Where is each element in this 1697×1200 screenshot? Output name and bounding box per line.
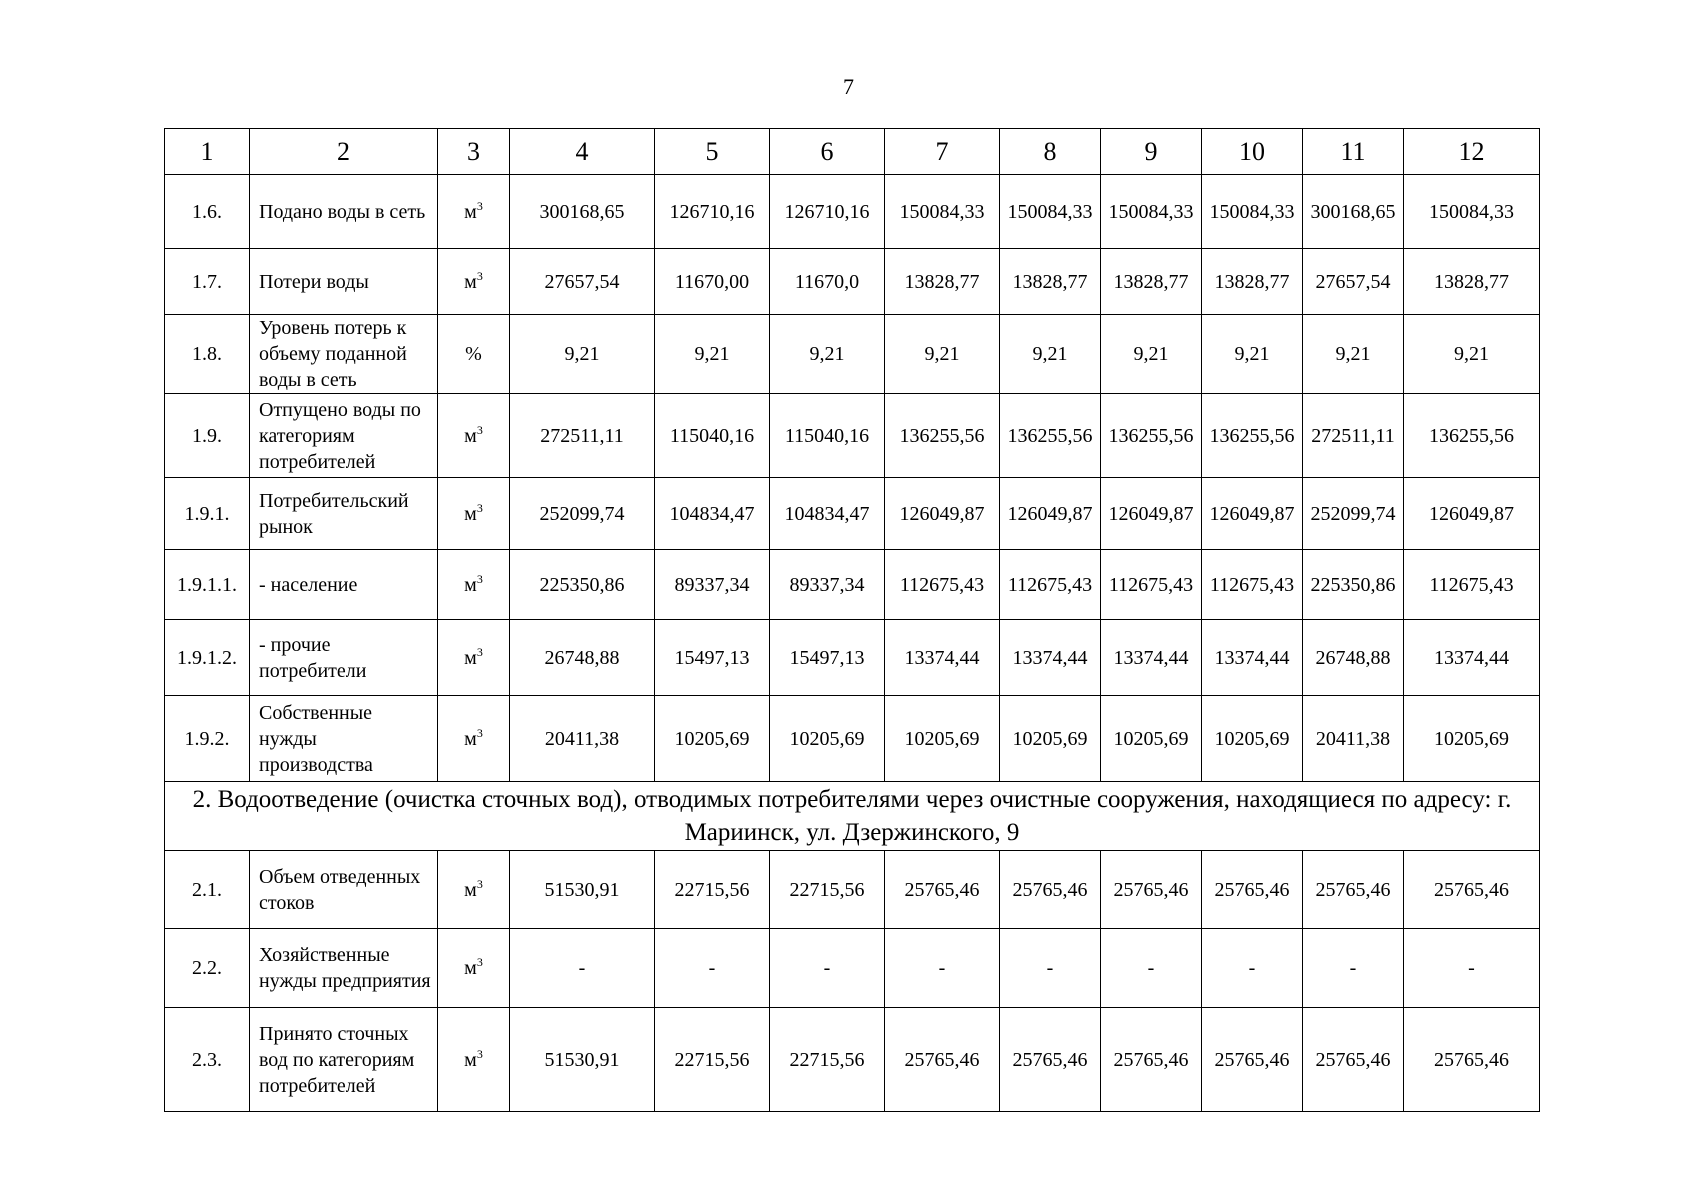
row-value: 10205,69 [1101,696,1202,782]
row-value: 150084,33 [885,175,1000,249]
row-unit: $м^3$ [438,851,510,929]
row-value: 104834,47 [655,478,770,550]
row-value: 252099,74 [510,478,655,550]
row-value: 11670,00 [655,249,770,315]
row-value: 25765,46 [1202,851,1303,929]
row-value: 25765,46 [1404,851,1540,929]
page-number: 7 [843,74,854,99]
row-value: 13828,77 [1101,249,1202,315]
row-value: 272511,11 [510,394,655,478]
column-number: 1 [165,129,250,175]
row-value: 272511,11 [1303,394,1404,478]
row-value: 9,21 [770,315,885,394]
column-number: 11 [1303,129,1404,175]
row-value: 112675,43 [1101,550,1202,620]
row-number: 1.9.1.2. [165,620,250,696]
row-indicator-name: Собственные нужды производства [250,696,438,782]
row-unit: $м^3$ [438,175,510,249]
row-value: - [1404,929,1540,1008]
column-number: 8 [1000,129,1101,175]
table-row [165,851,1540,929]
column-number: 6 [770,129,885,175]
row-number: 1.9.2. [165,696,250,782]
row-value: 20411,38 [510,696,655,782]
row-value: 13374,44 [885,620,1000,696]
row-value: 26748,88 [510,620,655,696]
row-value: 136255,56 [1000,394,1101,478]
row-number: 1.9.1.1. [165,550,250,620]
row-value: 25765,46 [1303,1008,1404,1112]
row-indicator-name: Принято сточных вод по категориям потребителей [250,1008,438,1112]
row-value: 13828,77 [1202,249,1303,315]
row-value: 104834,47 [770,478,885,550]
column-number: 10 [1202,129,1303,175]
row-value: 25765,46 [1000,1008,1101,1112]
row-value: 26748,88 [1303,620,1404,696]
row-value: 136255,56 [1404,394,1540,478]
row-value: 225350,86 [1303,550,1404,620]
row-value: 126710,16 [770,175,885,249]
row-value: 51530,91 [510,1008,655,1112]
data-table [164,128,1540,1112]
table-row [165,175,1540,249]
row-value: 9,21 [1202,315,1303,394]
row-number: 2.2. [165,929,250,1008]
row-value: 150084,33 [1101,175,1202,249]
table-row [165,929,1540,1008]
row-unit: $м^3$ [438,929,510,1008]
row-value: 112675,43 [1000,550,1101,620]
row-value: 13374,44 [1202,620,1303,696]
row-value: 25765,46 [1101,1008,1202,1112]
row-value: 15497,13 [770,620,885,696]
row-value: - [885,929,1000,1008]
column-number: 9 [1101,129,1202,175]
row-value: 25765,46 [1404,1008,1540,1112]
row-value: 22715,56 [655,1008,770,1112]
row-indicator-name: Уровень потерь к объему поданной воды в сеть [250,315,438,394]
row-value: 9,21 [1101,315,1202,394]
row-value: 25765,46 [1101,851,1202,929]
row-value: 126049,87 [1404,478,1540,550]
row-value: 25765,46 [885,851,1000,929]
row-value: 22715,56 [770,851,885,929]
row-value: 126049,87 [1101,478,1202,550]
row-indicator-name: Отпущено воды по категориям потребителей [250,394,438,478]
row-value: - [1303,929,1404,1008]
table-row [165,620,1540,696]
row-number: 1.7. [165,249,250,315]
row-value: 13828,77 [885,249,1000,315]
row-value: 10205,69 [1202,696,1303,782]
row-value: 13828,77 [1000,249,1101,315]
row-indicator-name: Потери воды [250,249,438,315]
column-number: 3 [438,129,510,175]
column-number: 4 [510,129,655,175]
row-value: 13828,77 [1404,249,1540,315]
row-value: 20411,38 [1303,696,1404,782]
row-value: 9,21 [1303,315,1404,394]
row-indicator-name: Объем отведенных стоков [250,851,438,929]
row-value: 136255,56 [885,394,1000,478]
row-indicator-name: Подано воды в сеть [250,175,438,249]
row-value: - [1101,929,1202,1008]
section-row [165,782,1540,851]
row-value: 22715,56 [655,851,770,929]
row-unit: $м^3$ [438,249,510,315]
row-value: 25765,46 [1000,851,1101,929]
row-value: 13374,44 [1404,620,1540,696]
row-value: - [770,929,885,1008]
row-value: 150084,33 [1404,175,1540,249]
table-row [165,1008,1540,1112]
section-title: 2. Водоотведение (очистка сточных вод), отводимых потребителями через очистные сооружения, находящиеся по адресу: г. Мариинск, ул. Дзержинского, 9 [165,782,1540,851]
row-value: 126710,16 [655,175,770,249]
row-value: 13374,44 [1000,620,1101,696]
row-number: 1.8. [165,315,250,394]
row-value: 10205,69 [885,696,1000,782]
row-value: 51530,91 [510,851,655,929]
row-value: 22715,56 [770,1008,885,1112]
table-row [165,550,1540,620]
row-value: 10205,69 [655,696,770,782]
table-row [165,478,1540,550]
row-value: 10205,69 [1404,696,1540,782]
row-value: 89337,34 [770,550,885,620]
row-value: 252099,74 [1303,478,1404,550]
row-value: 15497,13 [655,620,770,696]
column-number: 12 [1404,129,1540,175]
row-number: 1.9. [165,394,250,478]
row-value: - [655,929,770,1008]
column-number: 7 [885,129,1000,175]
row-number: 2.3. [165,1008,250,1112]
row-value: - [510,929,655,1008]
row-value: 27657,54 [1303,249,1404,315]
row-indicator-name: Хозяйственные нужды предприятия [250,929,438,1008]
column-number: 2 [250,129,438,175]
row-value: 9,21 [1000,315,1101,394]
row-indicator-name: - население [250,550,438,620]
row-value: 126049,87 [1202,478,1303,550]
row-indicator-name: - прочие потребители [250,620,438,696]
row-unit: $м^3$ [438,394,510,478]
row-number: 1.9.1. [165,478,250,550]
row-value: 300168,65 [510,175,655,249]
column-number: 5 [655,129,770,175]
row-value: 126049,87 [885,478,1000,550]
table-body [165,129,1540,1112]
row-value: 115040,16 [770,394,885,478]
table-row [165,315,1540,394]
row-value: 150084,33 [1000,175,1101,249]
table-row [165,394,1540,478]
row-unit: $м^3$ [438,478,510,550]
row-value: 27657,54 [510,249,655,315]
row-number: 2.1. [165,851,250,929]
row-value: 126049,87 [1000,478,1101,550]
column-number-row [165,129,1540,175]
row-value: - [1000,929,1101,1008]
row-indicator-name: Потребительский рынок [250,478,438,550]
row-value: 150084,33 [1202,175,1303,249]
row-value: 112675,43 [1202,550,1303,620]
row-value: 300168,65 [1303,175,1404,249]
row-value: 225350,86 [510,550,655,620]
row-value: 136255,56 [1202,394,1303,478]
row-value: 10205,69 [770,696,885,782]
row-value: 112675,43 [885,550,1000,620]
row-value: 25765,46 [885,1008,1000,1112]
row-unit: $м^3$ [438,550,510,620]
row-value: 9,21 [1404,315,1540,394]
row-unit: $м^3$ [438,1008,510,1112]
row-number: 1.6. [165,175,250,249]
row-value: 10205,69 [1000,696,1101,782]
row-value: - [1202,929,1303,1008]
row-unit: $м^3$ [438,696,510,782]
table-row [165,249,1540,315]
row-value: 112675,43 [1404,550,1540,620]
row-value: 9,21 [655,315,770,394]
row-unit: % [438,315,510,394]
row-value: 11670,0 [770,249,885,315]
table-row [165,696,1540,782]
row-value: 9,21 [885,315,1000,394]
row-value: 115040,16 [655,394,770,478]
row-value: 25765,46 [1303,851,1404,929]
row-value: 13374,44 [1101,620,1202,696]
row-value: 25765,46 [1202,1008,1303,1112]
row-value: 89337,34 [655,550,770,620]
row-unit: $м^3$ [438,620,510,696]
row-value: 136255,56 [1101,394,1202,478]
row-value: 9,21 [510,315,655,394]
